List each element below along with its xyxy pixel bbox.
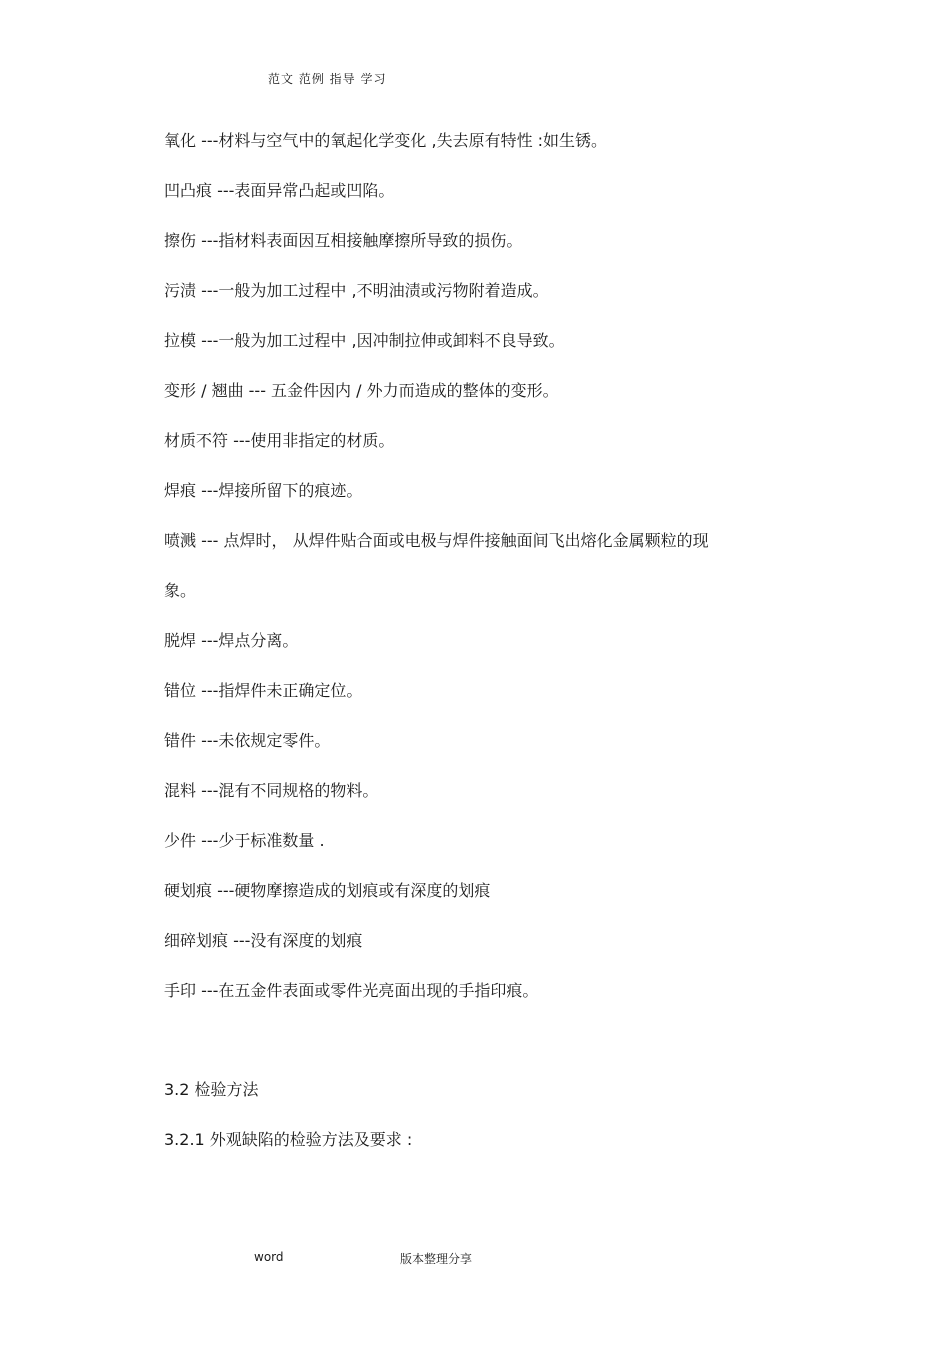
page-header: 范文 范例 指导 学习 <box>268 72 387 86</box>
definition-wrong-material: 材质不符 ---使用非指定的材质。 <box>164 431 395 450</box>
definition-mixed-material: 混料 ---混有不同规格的物料。 <box>164 781 379 800</box>
definition-fingerprint: 手印 ---在五金件表面或零件光亮面出现的手指印痕。 <box>164 981 539 1000</box>
section-subheading: 3.2.1 外观缺陷的检验方法及要求 : <box>164 1130 413 1149</box>
definition-draw-mark: 拉模 ---一般为加工过程中 ,因冲制拉伸或卸料不良导致。 <box>164 331 565 350</box>
definition-missing-part: 少件 ---少于标准数量 . <box>164 831 325 850</box>
definition-spatter-continued: 象。 <box>164 581 197 600</box>
definition-spatter: 喷溅 --- 点焊时， 从焊件贴合面或电极与焊件接触面间飞出熔化金属颗粒的现 <box>164 531 709 550</box>
definition-fine-scratch: 细碎划痕 ---没有深度的划痕 <box>164 931 363 950</box>
definition-oxidation: 氧化 ---材料与空气中的氧起化学变化 ,失去原有特性 :如生锈。 <box>164 131 608 150</box>
document-body <box>164 126 804 1175</box>
definition-misalignment: 错位 ---指焊件未正确定位。 <box>164 681 363 700</box>
definition-abrasion: 擦伤 ---指材料表面因互相接触摩擦所导致的损伤。 <box>164 231 523 250</box>
definition-hard-scratch: 硬划痕 ---硬物摩擦造成的划痕或有深度的划痕 <box>164 881 491 900</box>
definition-weld-detach: 脱焊 ---焊点分离。 <box>164 631 299 650</box>
footer-right-text: 版本整理分享 <box>400 1252 473 1266</box>
footer-left-text: word <box>254 1250 284 1264</box>
definition-dent: 凹凸痕 ---表面异常凸起或凹陷。 <box>164 181 395 200</box>
definition-wrong-part: 错件 ---未依规定零件。 <box>164 731 331 750</box>
definition-stain: 污渍 ---一般为加工过程中 ,不明油渍或污物附着造成。 <box>164 281 549 300</box>
section-spacer <box>164 1026 804 1075</box>
section-heading: 3.2 检验方法 <box>164 1080 259 1099</box>
definition-weld-mark: 焊痕 ---焊接所留下的痕迹。 <box>164 481 363 500</box>
definition-deformation: 变形 / 翘曲 --- 五金件因内 / 外力而造成的整体的变形。 <box>164 381 559 400</box>
